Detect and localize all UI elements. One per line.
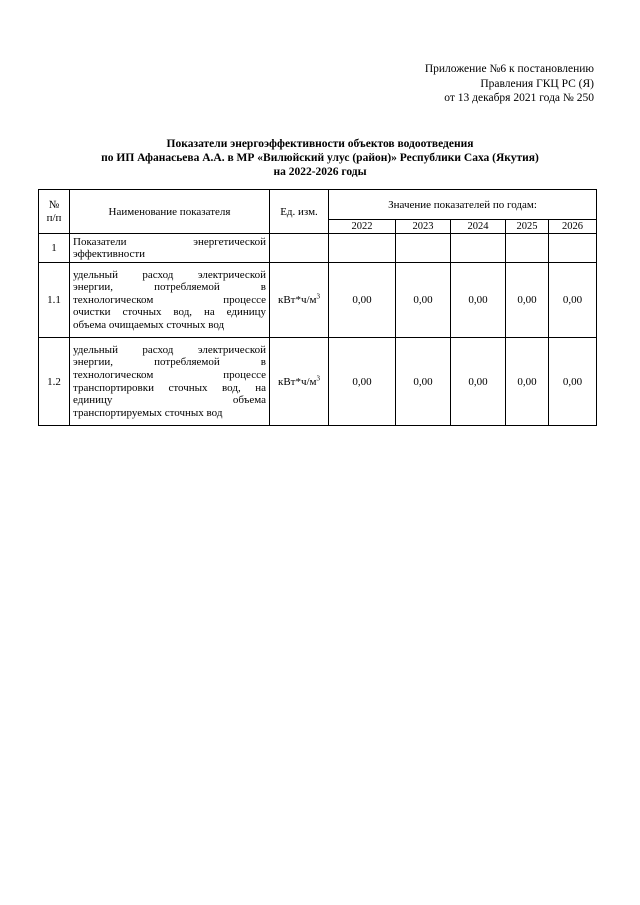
table-header-row [39,190,597,220]
value-cell: 0,00 [549,338,597,426]
section-number: 1 [39,234,70,263]
row-name-line: объема очищаемых сточных вод [73,318,225,331]
year-cell: 2025 [506,220,549,234]
row-name-line: единицу объема [73,394,266,407]
appendix-line: от 13 декабря 2021 года № 250 [444,92,594,104]
empty-cell [549,234,597,263]
value-cell: 0,00 [329,263,396,338]
value-cell: 0,00 [451,263,506,338]
row-name-line: транспортируемых сточных вод [73,406,223,419]
header-values: Значение показателей по годам: [329,190,597,220]
appendix-header [425,62,594,106]
empty-cell [329,234,396,263]
row-name [70,338,270,426]
section-name-line: эффективности [73,248,146,260]
value-cell: 0,00 [329,338,396,426]
row-name-line: технологическом процессе [73,293,266,306]
value-cell: 0,00 [451,338,506,426]
unit-text: кВт*ч/м [277,375,317,388]
row-name [70,263,270,338]
year-cell: 2026 [549,220,597,234]
row-name-line: удельный расход электрической [73,268,266,281]
empty-cell [506,234,549,263]
appendix-line: Приложение №6 к постановлению [424,63,594,75]
value-cell: 0,00 [506,338,549,426]
row-number: 1.2 [39,338,70,426]
unit-text: кВт*ч/м [277,294,317,306]
year-cell: 2024 [451,220,506,234]
document-title [38,137,602,179]
header-unit: Ед. изм. [270,190,329,234]
unit-superscript: 3 [316,292,321,301]
title-line: по ИП Афанасьева А.А. в МР «Вилюйский улус (район)» Республики Саха (Якутия) [101,152,539,164]
empty-cell [270,234,329,263]
value-cell: 0,00 [506,263,549,338]
appendix-line: Правления ГКЦ РС (Я) [480,77,594,90]
row-name-line: удельный расход электрической [73,343,266,356]
row-unit [270,263,329,338]
section-name [70,234,270,263]
value-cell: 0,00 [549,263,597,338]
row-number: 1.1 [39,263,70,338]
table-row [39,338,597,426]
title-line: на 2022-2026 годы [273,166,367,178]
row-name-line: энергии, потребляемой в [73,356,266,369]
year-cell: 2023 [396,220,451,234]
section-name-line: Показатели энергетической [73,235,266,248]
indicators-table [38,189,597,426]
row-name-line: очистки сточных вод, на единицу [73,306,266,319]
row-name-line: энергии, потребляемой в [73,281,266,294]
section-row [39,234,597,263]
unit-superscript: 3 [316,373,321,382]
header-name: Наименование показателя [70,190,270,234]
row-name-line: технологическом процессе [73,368,266,381]
header-number-line: п/п [46,211,62,224]
year-cell: 2022 [329,220,396,234]
row-name-line: транспортировки сточных вод, на [73,381,266,394]
value-cell: 0,00 [396,338,451,426]
title-line: Показатели энергоэффективности объектов водоотведения [166,138,474,150]
empty-cell [396,234,451,263]
value-cell: 0,00 [396,263,451,338]
header-number-line: № [48,198,60,211]
table-row [39,263,597,338]
row-unit [270,338,329,426]
header-number [39,190,70,234]
empty-cell [451,234,506,263]
